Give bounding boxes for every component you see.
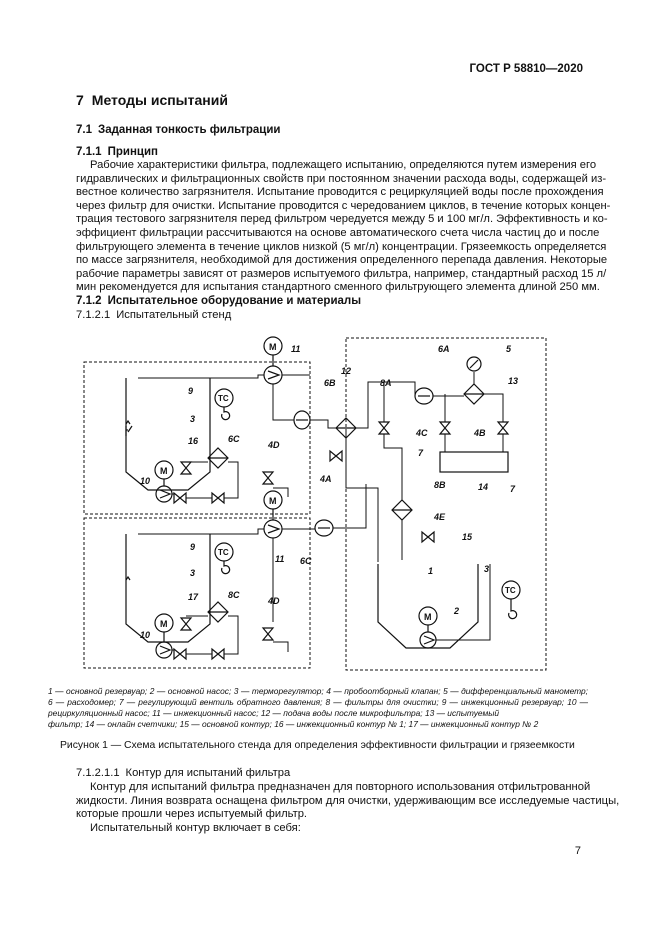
section-number: 7 [76,92,84,108]
principle-paragraph [76,159,611,295]
tc-label: TC [505,586,516,595]
clause3-title: Испытательный стенд [116,309,232,321]
paragraph-line: мин рекомендуется для испытания стандартного сменного фильтрующего элемента длиной 250 мм. [76,281,600,294]
legend-last-line: фильтр; 14 — онлайн счетчики; 15 — основной контур; 16 — инжекционный контур № 1; 17 — инжекционный контур № 2 [48,719,539,729]
paragraph-line: жидкости. Линия возврата оснащена фильтром для очистки, удерживающим все исследуемые частицы, [76,794,620,807]
label-8B: 8B [434,480,446,490]
section-title: Методы испытаний [91,92,228,108]
paragraph-line: по массе загрязнителя, необходимой для достижения определенного перепада давления. Некоторые [76,254,608,267]
label-15: 15 [462,532,473,542]
label-5: 5 [506,344,512,354]
paragraph-line: эффициент фильтрации рассчитываются на основе автоматического счета числа частиц до и после [76,226,600,239]
clause3-heading [76,309,231,321]
label-11b: 11 [275,554,285,564]
label-4B: 4B [474,428,486,438]
label-8C: 8C [228,590,240,600]
paragraph-line: фильтрующего элемента в течение циклов низкой (5 мг/л) концентрации. Грязеемкость определяется [76,240,607,253]
label-17: 17 [188,592,199,602]
paragraph-line: Контур для испытаний фильтра предназначен для повторного использования отфильтрованной [90,781,591,793]
clause4-number: 7.1.2.1.1 [76,767,120,779]
paragraph-line: гидравлических и фильтрационных свойств при постоянном значении расхода воды, содержащей из- [76,172,607,185]
label-7: 7 [418,448,424,458]
clause3-number: 7.1.2.1 [76,309,111,321]
label-4D: 4D [268,440,280,450]
label-4C: 4C [416,428,428,438]
figure-legend [48,686,588,730]
paragraph-line: трация тестового загрязнителя перед фильтром чередуется между 5 и 100 мг/л. Эффективность и ко- [76,213,608,226]
label-14: 14 [478,482,489,492]
clause-number: 7.1.1 [76,146,102,158]
motor-label: M [160,466,168,476]
paragraph-line: через фильтр для очистки. Испытание проводится с чередованием циклов, в течение которых концен- [76,199,611,212]
circuit-boxes [84,338,546,670]
label-6Cb: 6C [300,556,312,566]
diagram-labels [140,342,518,640]
motor-label: M [269,496,277,506]
label-8A: 8A [380,378,392,388]
tc-label: TC [218,548,229,557]
label-3b: 3 [190,568,196,578]
page-number: 7 [574,845,581,857]
label-4Db: 4D [268,596,280,606]
online-counters [440,452,508,472]
label-4E: 4E [434,512,446,522]
motor-label: M [160,619,168,629]
subsection-number: 7.1 [76,124,92,136]
main-circuit-box [346,338,546,670]
clause2-number: 7.1.2 [76,295,102,307]
label-11: 11 [291,344,301,354]
label-2: 2 [454,606,460,616]
filter-circuit-paragraph [76,781,620,822]
clause2-title: Испытательное оборудование и материалы [107,295,362,307]
clause2-heading [76,295,361,307]
flow-meters [294,388,433,536]
injection-tank-1 [126,378,210,490]
standard-header: ГОСТ Р 58810—2020 [469,63,583,75]
figure-caption: Рисунок 1 — Схема испытательного стенда для определения эффективности фильтрации и грязеемкости [60,740,575,751]
label-12: 12 [341,366,352,376]
label-10: 10 [140,476,151,486]
clause-title: Принцип [107,146,158,158]
label-9b: 9 [190,542,196,552]
label-1: 1 [428,566,434,576]
label-9: 9 [188,386,194,396]
tc-label: TC [218,394,229,403]
injection-tank-2 [126,534,210,642]
label-6A: 6A [438,344,450,354]
clause4-heading [76,767,290,779]
main-tank [378,564,478,648]
paragraph-line: которые прошли через испытуемый фильтр. [76,808,308,821]
subsection-heading [76,124,280,136]
paragraph-line: Рабочие характеристики фильтра, подлежащего испытанию, определяются путем измерения его [90,159,597,171]
section-heading [76,92,228,108]
circuit-includes-line: Испытательный контур включает в себя: [90,822,301,834]
clause-heading [76,146,158,158]
motor-label: M [269,342,277,352]
label-10b: 10 [140,630,151,640]
label-6B: 6B [324,378,336,388]
label-13: 13 [508,376,519,386]
subsection-title: Заданная тонкость фильтрации [98,124,281,136]
legend-text: 1 — основной резервуар; 2 — основной насос; 3 — терморегулятор; 4 — пробоотборный клапан; 5 — дифференциальный манометр; 6 — расходомер; 7 — регулирующий вентиль обратного давления; 8 — фильтры для очистки; 9 — инжекционный резервуар; 10 — рециркуляционный насос; 11 — инжекционный насос; 12 — подача воды после микрофильтра; 13 — испытуемый [48,686,588,718]
test-bench-diagram [78,322,588,682]
label-16: 16 [188,436,199,446]
motor-label: M [424,612,432,622]
label-7b: 7 [510,484,516,494]
clause4-title: Контур для испытаний фильтра [125,767,291,779]
paragraph-line: рабочие параметры зависят от размеров испытуемого фильтра, например, стандартный расход 15 л/ [76,267,607,280]
label-4A: 4A [320,474,332,484]
label-6C: 6C [228,434,240,444]
label-3: 3 [190,414,196,424]
label-3c: 3 [484,564,490,574]
paragraph-line: вестное количество загрязнителя. Испытание проводится с рециркуляцией воды после прохождения [76,186,604,199]
